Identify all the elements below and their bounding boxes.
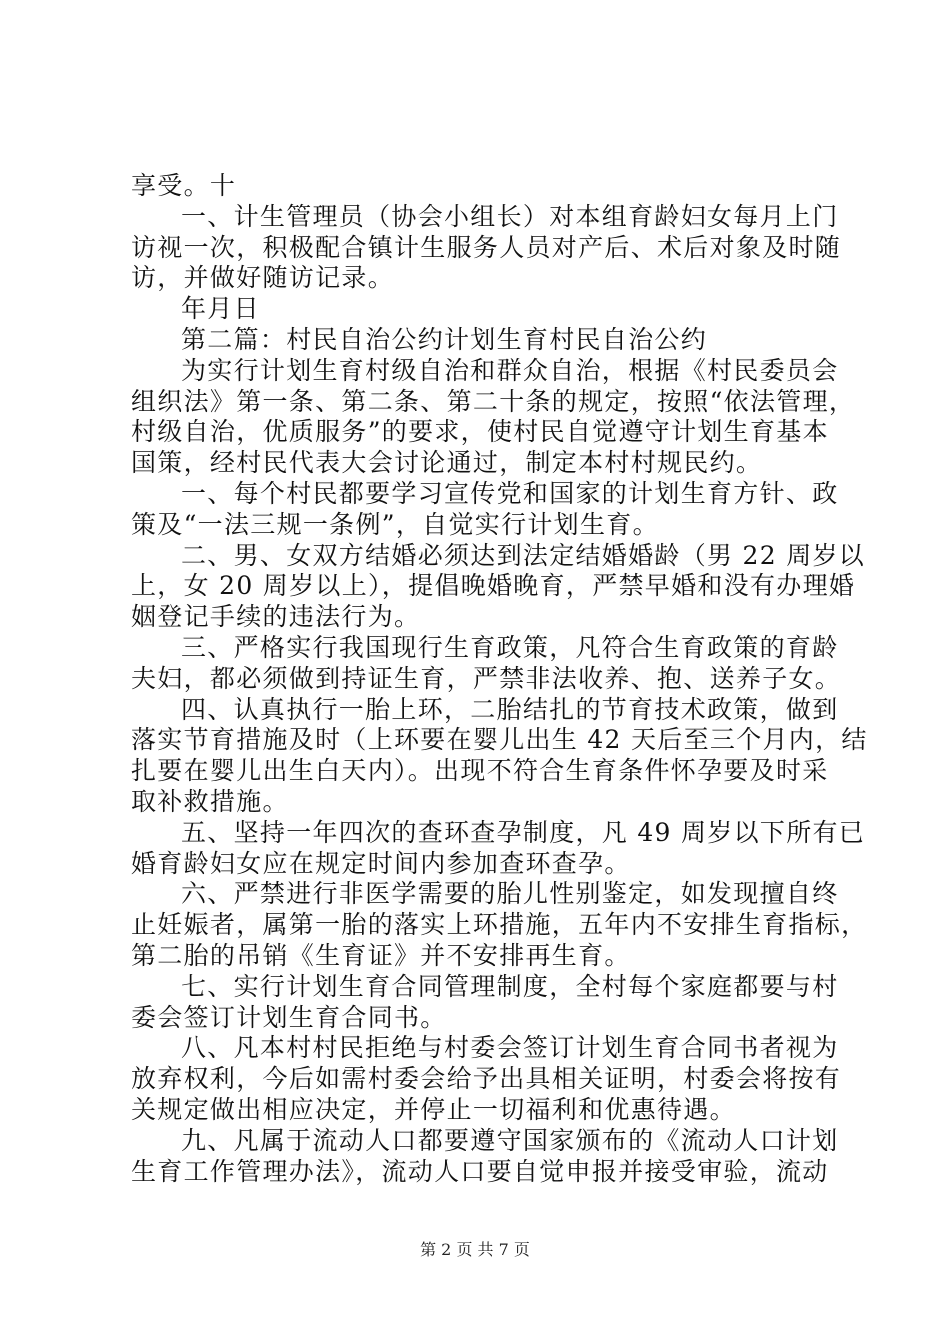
text-line: 委会签订计划生育合同书。	[131, 1002, 447, 1032]
text-line: 五、坚持一年四次的查环查孕制度，凡 49 周岁以下所有已	[181, 817, 866, 847]
document-body	[131, 171, 868, 1187]
text-line: 扎要在婴儿出生白天内）。出现不符合生育条件怀孕要及时采	[131, 756, 829, 786]
text-line: 关规定做出相应决定，并停止一切福利和优惠待遇。	[131, 1094, 736, 1124]
text-line: 一、计生管理员（协会小组长）对本组育龄妇女每月上门	[181, 201, 839, 231]
text-line: 组织法》第一条、第二条、第二十条的规定，按照“依法管理，	[131, 386, 856, 416]
text-line: 为实行计划生育村级自治和群众自治，根据《村民委员会	[181, 355, 839, 385]
text-line: 生育工作管理办法》，流动人口要自觉申报并接受审验，流动	[131, 1156, 829, 1186]
text-line: 国策，经村民代表大会讨论通过，制定本村村规民约。	[131, 448, 763, 478]
text-line: 享受。十	[131, 171, 237, 200]
text-line: 年月日	[181, 294, 260, 324]
text-line: 一、每个村民都要学习宣传党和国家的计划生育方针、政	[181, 478, 839, 508]
text-line: 取补救措施。	[131, 786, 289, 816]
text-line: 落实节育措施及时（上环要在婴儿出生 42 天后至三个月内，结	[131, 725, 868, 755]
text-line: 放弃权利，今后如需村委会给予出具相关证明，村委会将按有	[131, 1064, 842, 1094]
text-line: 访，并做好随访记录。	[131, 263, 395, 293]
page-footer: 第 2 页 共 7 页	[420, 1240, 530, 1259]
text-line: 第二篇：村民自治公约计划生育村民自治公约	[181, 324, 708, 354]
text-line: 姻登记手续的违法行为。	[131, 602, 421, 632]
text-line: 六、严禁进行非医学需要的胎儿性别鉴定，如发现擅自终	[181, 879, 839, 909]
text-line: 策及“一法三规一条例”，自觉实行计划生育。	[131, 509, 659, 539]
text-line: 上，女 20 周岁以上），提倡晚婚晚育，严禁早婚和没有办理婚	[131, 571, 856, 601]
text-line: 止妊娠者，属第一胎的落实上环措施，五年内不安排生育指标，	[131, 910, 868, 940]
text-line: 八、凡本村村民拒绝与村委会签订计划生育合同书者视为	[181, 1033, 839, 1063]
text-line: 四、认真执行一胎上环，二胎结扎的节育技术政策，做到	[181, 694, 839, 724]
text-line: 婚育龄妇女应在规定时间内参加查环查孕。	[131, 848, 631, 878]
text-line: 七、实行计划生育合同管理制度，全村每个家庭都要与村	[181, 971, 839, 1001]
text-line: 村级自治，优质服务”的要求，使村民自觉遵守计划生育基本	[131, 417, 829, 447]
text-line: 访视一次，积极配合镇计生服务人员对产后、术后对象及时随	[131, 232, 842, 262]
text-line: 九、凡属于流动人口都要遵守国家颁布的《流动人口计划	[181, 1125, 839, 1155]
text-line: 二、男、女双方结婚必须达到法定结婚婚龄（男 22 周岁以	[181, 540, 866, 570]
text-line: 三、严格实行我国现行生育政策，凡符合生育政策的育龄	[181, 632, 839, 662]
text-line: 第二胎的吊销《生育证》并不安排再生育。	[131, 940, 631, 970]
text-line: 夫妇，都必须做到持证生育，严禁非法收养、抱、送养子女。	[131, 663, 842, 693]
